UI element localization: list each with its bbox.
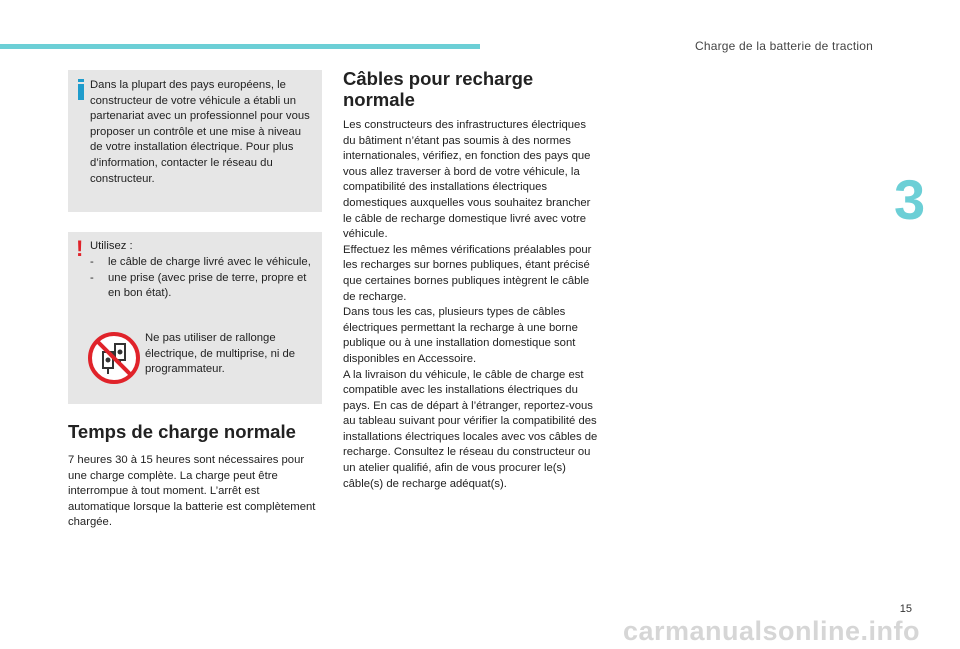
chapter-number: 3	[894, 168, 926, 231]
info-box-text: Dans la plupart des pays européens, le constructeur de votre véhicule a établi un partenariat avec un professionnel pour vous proposer un contrôle et une mise à niveau de votre installation électrique. Pour plus d’information, contacter le réseau du constructeur.	[90, 79, 310, 185]
paragraph: Dans tous les cas, plusieurs types de câbles électriques permettant la recharge à une borne publique ou à une installation domestique sont disponibles en Accessoire.	[343, 306, 578, 365]
cables-body	[343, 118, 601, 492]
section-title: Charge de la batterie de traction	[694, 39, 873, 53]
list-item: - le câble de charge livré avec le véhicule,	[90, 256, 311, 268]
page-number: 15	[899, 603, 912, 615]
watermark: carmanualsonline.info	[622, 616, 920, 646]
warning-exclamation-icon: !	[76, 236, 84, 261]
prohibition-text: Ne pas utiliser de rallonge électrique, de multiprise, ni de programmateur.	[145, 332, 296, 376]
header-accent-bar	[0, 44, 480, 49]
section-heading-charge-time: Temps de charge normale	[68, 421, 296, 442]
info-icon	[78, 79, 84, 100]
list-item: - une prise (avec prise de terre, propre et en bon état).	[90, 271, 307, 300]
warning-list	[90, 255, 318, 302]
paragraph: Les constructeurs des infrastructures électriques du bâtiment n’étant pas soumis à des normes internationales, vérifiez, en fonction des pays que vous allez traverser à bord de votre véhicule, la compatibilité des installations électriques domestiques auxquelles vous souhaitez brancher le câble de recharge domestique livré avec votre véhicule.	[343, 119, 591, 241]
paragraph: A la livraison du véhicule, le câble de charge est compatible avec les installations électriques du pays. En cas de départ à l’étranger, reportez-vous au tableau suivant pour vérifier la compatibilité des installations électriques locales avec vos câbles de recharge. Consultez le réseau du constructeur ou un atelier qualifié, afin de vous procurer le(s) câble(s) de recharge adéquat(s).	[343, 368, 598, 490]
charge-time-body: 7 heures 30 à 15 heures sont nécessaires pour une charge complète. La charge peut être interrompue à tout moment. L’arrêt est automatique lorsque la batterie est complètement chargée.	[68, 454, 316, 529]
no-extension-cord-icon	[88, 332, 140, 384]
paragraph: Effectuez les mêmes vérifications préalables pour les recharges sur bornes publiques, étant précisé que certaines bornes publiques intègrent le câble de recharge.	[343, 243, 592, 303]
warning-intro: Utilisez :	[90, 240, 133, 252]
section-heading-cables: Câbles pour recharge normale	[343, 68, 534, 110]
